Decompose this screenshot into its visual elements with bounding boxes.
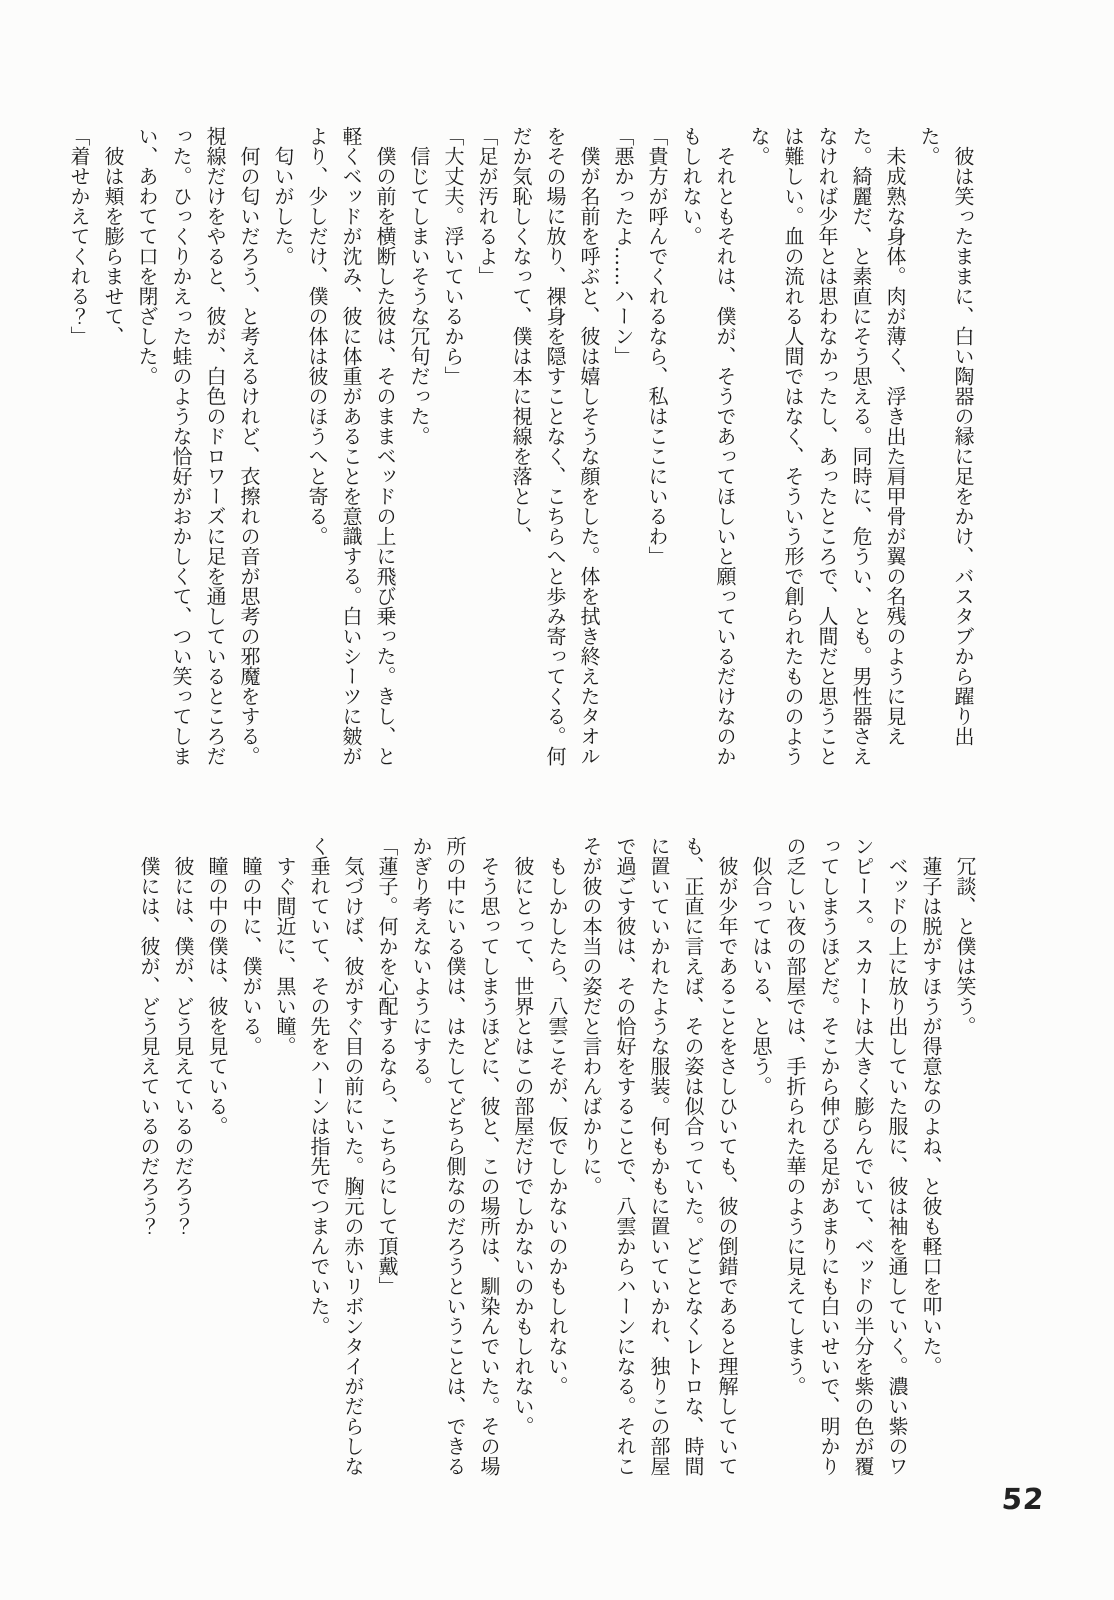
paragraph: 僕には、彼が、どう見えているのだろう？ xyxy=(137,856,161,1236)
paragraph: 彼は頬を膨らませて、 xyxy=(101,146,125,346)
paragraph: もしかしたら、八雲こそが、仮でしかないのかもしれない。 xyxy=(545,856,569,1396)
paragraph: 「着せかえてくれる？」 xyxy=(67,126,91,346)
paragraph: 「悪かったよ……ハーン」 xyxy=(611,126,635,366)
page-number: 52 xyxy=(1000,1482,1046,1516)
paragraph: 気づけば、彼がすぐ目の前にいた。胸元の赤いリボンタイがだらしなく垂れていて、その先をハーンは指先でつまんでいた。 xyxy=(307,836,365,1476)
paragraph: 僕が名前を呼ぶと、彼は嬉しそうな顔をした。体を拭き終えたタオルをその場に放り、裸身を隠すことなく、こちらへと歩み寄ってくる。何だか気恥しくなって、僕は本に視線を落とし、 xyxy=(509,126,601,766)
paragraph: 何の匂いだろう、と考えるけれど、衣擦れの音が思考の邪魔をする。視線だけをやると、彼が、白色のドロワーズに足を通しているところだった。ひっくりかえった蛙のような恰好がおかしくて、つい笑ってしまい、あわてて口を閉ざした。 xyxy=(135,126,261,766)
paragraph: それともそれは、僕が、そうであってほしいと願っているだけなのかもしれない。 xyxy=(679,126,737,766)
paragraph: すぐ間近に、黒い瞳。 xyxy=(273,856,297,1056)
paragraph: 瞳の中に、僕がいる。 xyxy=(239,856,263,1056)
paragraph: 信じてしまいそうな冗句だった。 xyxy=(407,146,431,446)
paragraph: 彼は笑ったままに、白い陶器の縁に足をかけ、バスタブから躍り出た。 xyxy=(917,126,975,746)
paragraph: 「貴方が呼んでくれるなら、私はここにいるわ」 xyxy=(645,126,669,566)
paragraph: 彼が少年であることをさしひいても、彼の倒錯であると理解していても、正直に言えば、その姿は似合っていた。どことなくレトロな、時間に置いていかれたような服装。何もかもに置いていかれ、独りこの部屋で過ごす彼は、その恰好をすることで、八雲からハーンになる。それこそが彼の本当の姿だと言わんばかりに。 xyxy=(579,836,739,1476)
paragraph: 僕の前を横断した彼は、そのままベッドの上に飛び乗った。きし、と軽くベッドが沈み、彼に体重があることを意識する。白いシーツに皴がより、少しだけ、僕の体は彼のほうへと寄る。 xyxy=(305,126,397,766)
paragraph: 冗談、と僕は笑う。 xyxy=(953,856,977,1036)
paragraph: 未成熟な身体。肉が薄く、浮き出た肩甲骨が翼の名残のように見えた。綺麗だ、と素直にそう思える。同時に、危うい、とも。男性器さえなければ少年とは思わなかったし、あったところで、人間だと思うことは難しい。血の流れる人間ではなく、そういう形で創られたもののような。 xyxy=(747,126,907,766)
paragraph: 蓮子は脱がすほうが得意なのよね、と彼も軽口を叩いた。 xyxy=(919,856,943,1376)
paragraph: そう思ってしまうほどに、彼と、この場所は、馴染んでいた。その場所の中にいる僕は、はたしてどちら側なのだろうということは、できるかぎり考えないようにする。 xyxy=(409,836,501,1476)
paragraph: 「大丈夫。浮いているから」 xyxy=(441,126,465,386)
top-text-block xyxy=(67,126,980,774)
paragraph: 彼にとって、世界とはこの部屋だけでしかないのかもしれない。 xyxy=(511,856,535,1436)
paragraph: 「蓮子。何かを心配するなら、こちらにして頂戴」 xyxy=(375,836,399,1296)
paragraph: 彼には、僕が、どう見えているのだろう？ xyxy=(171,856,195,1236)
paragraph: 「足が汚れるよ」 xyxy=(475,126,499,286)
paragraph: ベッドの上に放り出していた服に、彼は袖を通していく。濃い紫のワンピース。スカートは大きく膨らんでいて、ベッドの半分を紫の色が覆ってしまうほどだ。そこから伸びる足があまりにも白いせいで、明かりの乏しい夜の部屋では、手折られた華のように見えてしまう。 xyxy=(783,836,909,1476)
paragraph: 瞳の中の僕は、彼を見ている。 xyxy=(205,856,229,1136)
paragraph: 似合ってはいる、と思う。 xyxy=(749,856,773,1096)
bottom-text-block xyxy=(106,836,982,1484)
paragraph: 匂いがした。 xyxy=(271,146,295,266)
